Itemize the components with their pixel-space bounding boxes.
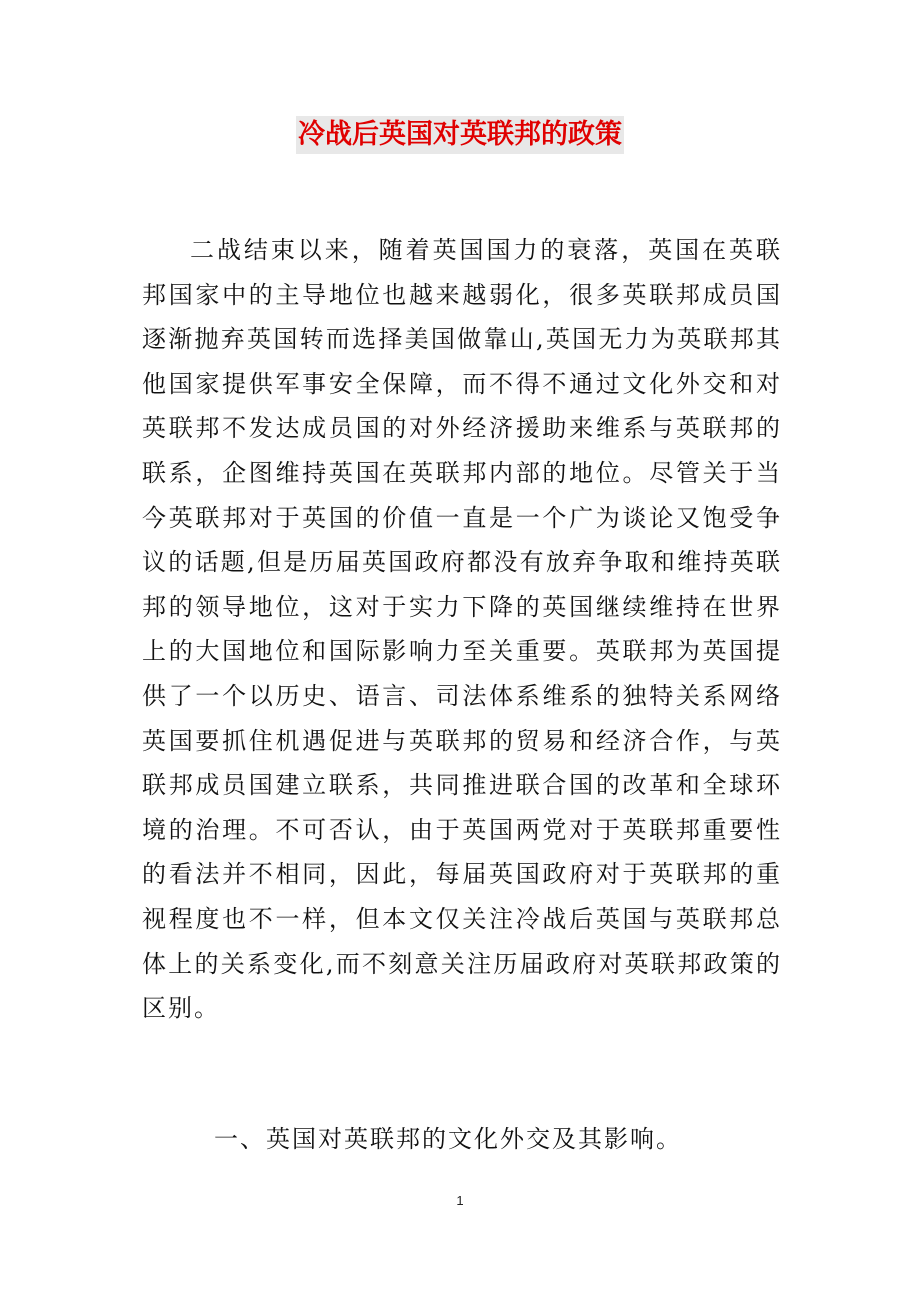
body-paragraph: 二战结束以来，随着英国国力的衰落，英国在英联邦国家中的主导地位也越来越弱化，很多英联邦成员国逐渐抛弃英国转而选择美国做靠山,英国无力为英联邦其他国家提供军事安全保障，而不得不通过文化外交和对英联邦不发达成员国的对外经济援助来维系与英联邦的联系，企图维持英国在英联邦内部的地位。尽管关于当今英联邦对于英国的价值一直是一个广为谈论又饱受争议的话题,但是历届英国政府都没有放弃争取和维持英联邦的领导地位，这对于实力下降的英国继续维持在世界上的大国地位和国际影响力至关重要。英联邦为英国提供了一个以历史、语言、司法体系维系的独特关系网络英国要抓住机遇促进与英联邦的贸易和经济合作，与英联邦成员国建立联系，共同推进联合国的改革和全球环境的治理。不可否认，由于英国两党对于英联邦重要性的看法并不相同，因此，每届英国政府对于英联邦的重视程度也不一样，但本文仅关注冷战后英国与英联邦总体上的关系变化,而不刻意关注历届政府对英联邦政策的区别。 xyxy=(142,236,782,1023)
document-title: 冷战后英国对英联邦的政策 xyxy=(296,116,624,154)
section-heading: 一、英国对英联邦的文化外交及其影响。 xyxy=(214,1125,682,1153)
page-number: 1 xyxy=(456,1193,464,1208)
title-container xyxy=(0,116,920,154)
